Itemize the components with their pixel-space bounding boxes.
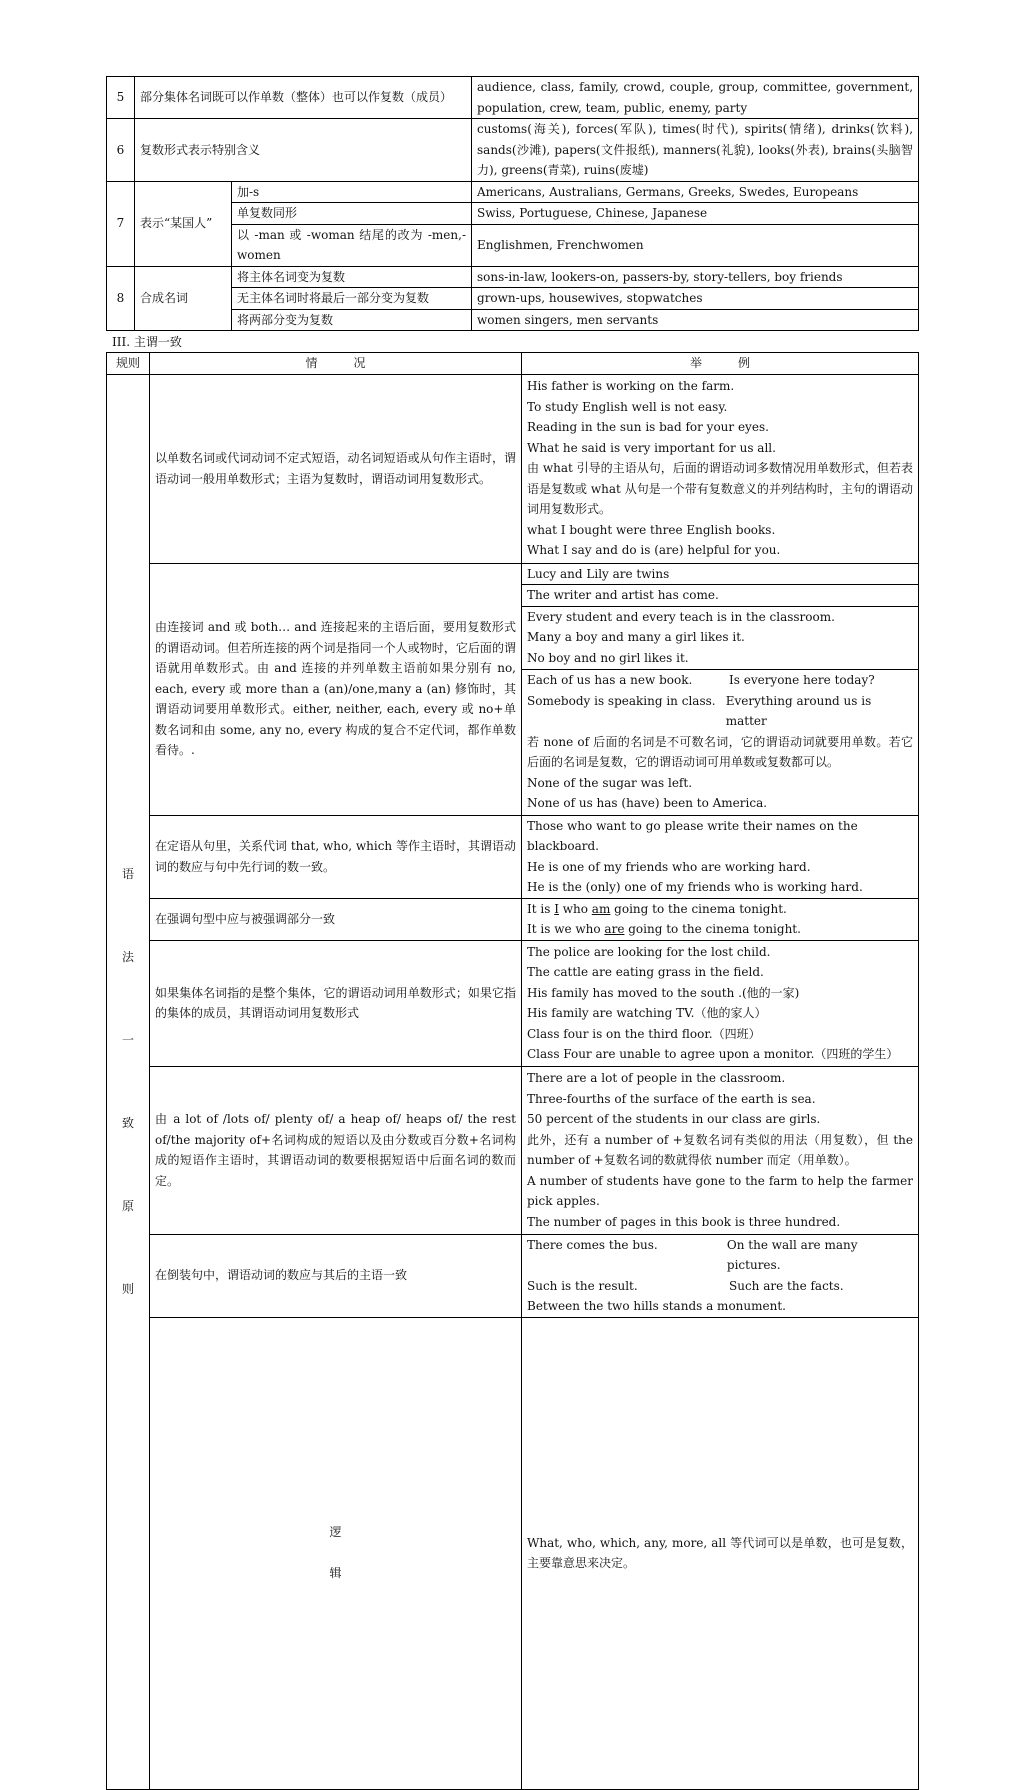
example-line: Somebody is speaking in class. xyxy=(527,693,716,708)
label-char: 原 xyxy=(121,1198,134,1213)
header-example: 举 例 xyxy=(522,353,919,375)
example-line: what I bought were three English books. xyxy=(527,522,776,537)
examples-cell xyxy=(522,585,919,607)
example-line: Those who want to go please write their names on the blackboard. xyxy=(527,818,858,853)
underlined-word: are xyxy=(604,922,625,936)
examples-cell: sons-in-law, lookers-on, passers-by, story-tellers, boy friends xyxy=(472,266,919,288)
situation-cell: 以单数名词或代词动词不定式短语，动名词短语或从句作主语时，谓语动词一般用单数形式；主语为复数时，谓语动词用复数形式。 xyxy=(150,374,522,563)
examples-cell: grown-ups, housewives, stopwatches xyxy=(472,288,919,310)
example-note: 由 what 引导的主语从句，后面的谓语动词多数情况用单数形式，但若表语是复数或 what 从句是一个带有复数意义的并列结构时，主句的谓语动词用复数形式。 xyxy=(527,461,913,517)
example-line: None of us has (have) been to America. xyxy=(527,796,768,811)
table-row xyxy=(107,1066,919,1234)
text-part: going to the cinema tonight. xyxy=(624,922,801,936)
table-row xyxy=(107,1234,919,1317)
label-char: 辑 xyxy=(329,1566,342,1581)
table-row xyxy=(107,181,919,203)
examples-cell xyxy=(522,374,919,563)
examples-cell: customs(海关), forces(军队), times(时代), spirits(情绪), drinks(饮料), sands(沙滩), papers(文件报纸), manners(礼貌), looks(外表), brains(头脑智力), greens(青菜), ruins(废墟) xyxy=(472,119,919,182)
situation-cell: 由连接词 and 或 both… and 连接起来的主语后面，要用复数形式的谓语动词。但若所连接的两个词是指同一个人或物时，它后面的谓语就用单数形式。由 and 连接的并列单数主语前如果分别有 no, each, every 或 more than a (an)/one,many a (an) 修饰时，其谓语动词要用单数形式。either, neither, each, every 或 no+单数名词和由 some, any no, every 构成的复合不定代词，都作单数看待。. xyxy=(150,563,522,815)
examples-cell: Americans, Australians, Germans, Greeks, Swedes, Europeans xyxy=(472,181,919,203)
example-line: The number of pages in this book is three hundred. xyxy=(527,1214,841,1229)
sub-rule-cell: 将两部分变为复数 xyxy=(232,309,472,331)
example-note: 此外，还有 a number of +复数名词有类似的用法（用复数），但 the number of +复数名词的数就得依 number 而定（用单数）。 xyxy=(527,1132,913,1167)
table-row xyxy=(107,266,919,288)
sub-rule-cell: 加-s xyxy=(232,181,472,203)
example-line: To study English well is not easy. xyxy=(527,399,728,414)
text-part: It is we who xyxy=(527,922,605,936)
situation-cell: 在倒装句中，谓语动词的数应与其后的主语一致 xyxy=(150,1234,522,1317)
table-row xyxy=(107,898,919,940)
grammar-principle-label xyxy=(107,374,150,1790)
text-part: going to the cinema tonight. xyxy=(610,901,787,916)
example-line: Everything around us is matter xyxy=(725,693,872,729)
label-char: 致 xyxy=(121,1115,134,1130)
example-line: Such is the result. xyxy=(527,1278,638,1293)
examples-cell xyxy=(522,898,919,940)
header-rule: 规则 xyxy=(107,353,150,375)
example-line: Is everyone here today? xyxy=(729,673,875,688)
situation-cell: 在定语从句里，关系代词 that, who, which 等作主语时，其谓语动词的数应与句中先行词的数一致。 xyxy=(150,815,522,898)
example-line xyxy=(527,899,913,920)
text-part: who xyxy=(558,901,592,916)
example-line: Every student and every teach is in the classroom. xyxy=(527,609,835,624)
examples-cell xyxy=(522,815,919,898)
sub-rule-cell: 单复数同形 xyxy=(232,203,472,225)
example-line: The writer and artist has come. xyxy=(527,588,719,602)
label-char: 逻 xyxy=(329,1525,342,1540)
rule-cell: 部分集体名词既可以作单数（整体）也可以作复数（成员） xyxy=(135,77,472,119)
example-line: Such are the facts. xyxy=(729,1278,844,1293)
table-row xyxy=(107,374,919,563)
example-line: None of the sugar was left. xyxy=(527,775,693,790)
examples-cell xyxy=(522,669,919,815)
example-pair xyxy=(527,1235,913,1276)
table-row xyxy=(107,940,919,1066)
example-note: 若 none of 后面的名词是不可数名词，它的谓语动词就要用单数。若它后面的名词是复数，它的谓语动词可用单数或复数都可以。 xyxy=(527,734,913,770)
example-line: He is the (only) one of my friends who is working hard. xyxy=(527,880,863,894)
situation-cell: What, who, which, any, more, all 等代词可以是单数，也可是复数， 主要靠意思来决定。 xyxy=(522,1317,919,1790)
example-line: There comes the bus. xyxy=(527,1237,658,1252)
example-line: On the wall are many pictures. xyxy=(726,1237,858,1272)
example-line: Many a boy and many a girl likes it. xyxy=(527,630,745,645)
example-line: What he said is very important for us all. xyxy=(527,440,776,455)
category-label: 合成名词 xyxy=(135,266,232,331)
example-line: The cattle are eating grass in the field. xyxy=(527,965,764,979)
example-line: Each of us has a new book. xyxy=(527,673,693,688)
example-line: Between the two hills stands a monument. xyxy=(527,1299,786,1313)
example-pair xyxy=(527,691,913,732)
label-char: 法 xyxy=(121,949,134,964)
examples-cell xyxy=(522,1066,919,1234)
underlined-word: am xyxy=(591,901,611,916)
examples-cell xyxy=(522,940,919,1066)
examples-cell xyxy=(522,606,919,669)
label-char: 一 xyxy=(121,1032,134,1047)
example-line: Class four is on the third floor.（四班） xyxy=(527,1026,761,1041)
example-line: He is one of my friends who are working hard. xyxy=(527,859,811,874)
sub-rule-cell: 无主体名词时将最后一部分变为复数 xyxy=(232,288,472,310)
table-row xyxy=(107,77,919,119)
table-row xyxy=(107,1317,919,1790)
example-line: His family has moved to the south .(他的一家) xyxy=(527,985,800,1000)
header-row xyxy=(107,353,919,375)
example-pair xyxy=(527,1276,913,1297)
agreement-table xyxy=(106,352,919,1790)
example-line xyxy=(527,919,913,940)
examples-cell: Englishmen, Frenchwomen xyxy=(472,224,919,266)
example-line: What I say and do is (are) helpful for you. xyxy=(527,543,781,558)
examples-cell: Swiss, Portuguese, Chinese, Japanese xyxy=(472,203,919,225)
example-line: The police are looking for the lost child. xyxy=(527,944,771,959)
table-row xyxy=(107,563,919,585)
section-title: III. 主谓一致 xyxy=(112,335,182,349)
logic-principle-label xyxy=(150,1317,522,1790)
row-number: 7 xyxy=(107,181,135,266)
situation-cell: 由 a lot of /lots of/ plenty of/ a heap of/ heaps of/ the rest of/the majority of+名词构成的短语以及由分数或百分数+名词构成的短语作主语时，其谓语动词的数要根据短语中后面名词的数而定。 xyxy=(150,1066,522,1234)
sub-rule-cell: 以 -man 或 -woman 结尾的改为 -men,-women xyxy=(232,224,472,266)
example-line: Lucy and Lily are twins xyxy=(527,566,670,581)
example-line: Class Four are unable to agree upon a monitor.（四班的学生） xyxy=(527,1047,899,1061)
text-part: It is xyxy=(527,901,555,916)
situation-cell: 在强调句型中应与被强调部分一致 xyxy=(150,898,522,940)
category-label: 表示“某国人” xyxy=(135,181,232,266)
table-row xyxy=(107,119,919,182)
example-line: Reading in the sun is bad for your eyes. xyxy=(527,420,769,435)
example-line: There are a lot of people in the classroom. xyxy=(527,1071,786,1085)
label-char: 语 xyxy=(121,866,134,881)
label-char: 则 xyxy=(121,1281,134,1296)
header-situation: 情 况 xyxy=(150,353,522,375)
example-line: 50 percent of the students in our class are girls. xyxy=(527,1112,821,1126)
examples-cell: women singers, men servants xyxy=(472,309,919,331)
row-number: 8 xyxy=(107,266,135,331)
row-number: 5 xyxy=(107,77,135,119)
rule-cell: 复数形式表示特别含义 xyxy=(135,119,472,182)
examples-cell xyxy=(522,1234,919,1317)
underlined-word: I xyxy=(554,901,559,916)
table-row xyxy=(107,815,919,898)
example-pair xyxy=(527,670,913,691)
example-line: His father is working on the farm. xyxy=(527,379,735,394)
row-number: 6 xyxy=(107,119,135,182)
examples-cell xyxy=(522,563,919,585)
examples-cell: audience, class, family, crowd, couple, group, committee, government, population, crew, team, public, enemy, party xyxy=(472,77,919,119)
situation-cell: 如果集体名词指的是整个集体，它的谓语动词用单数形式；如果它指的集体的成员，其谓语动词用复数形式 xyxy=(150,940,522,1066)
example-line: His family are watching TV.（他的家人） xyxy=(527,1006,767,1020)
example-line: Three-fourths of the surface of the earth is sea. xyxy=(527,1091,816,1106)
example-line: No boy and no girl likes it. xyxy=(527,650,689,665)
example-line: A number of students have gone to the farm to help the farmer pick apples. xyxy=(527,1173,913,1208)
sub-rule-cell: 将主体名词变为复数 xyxy=(232,266,472,288)
noun-plural-table xyxy=(106,76,919,331)
